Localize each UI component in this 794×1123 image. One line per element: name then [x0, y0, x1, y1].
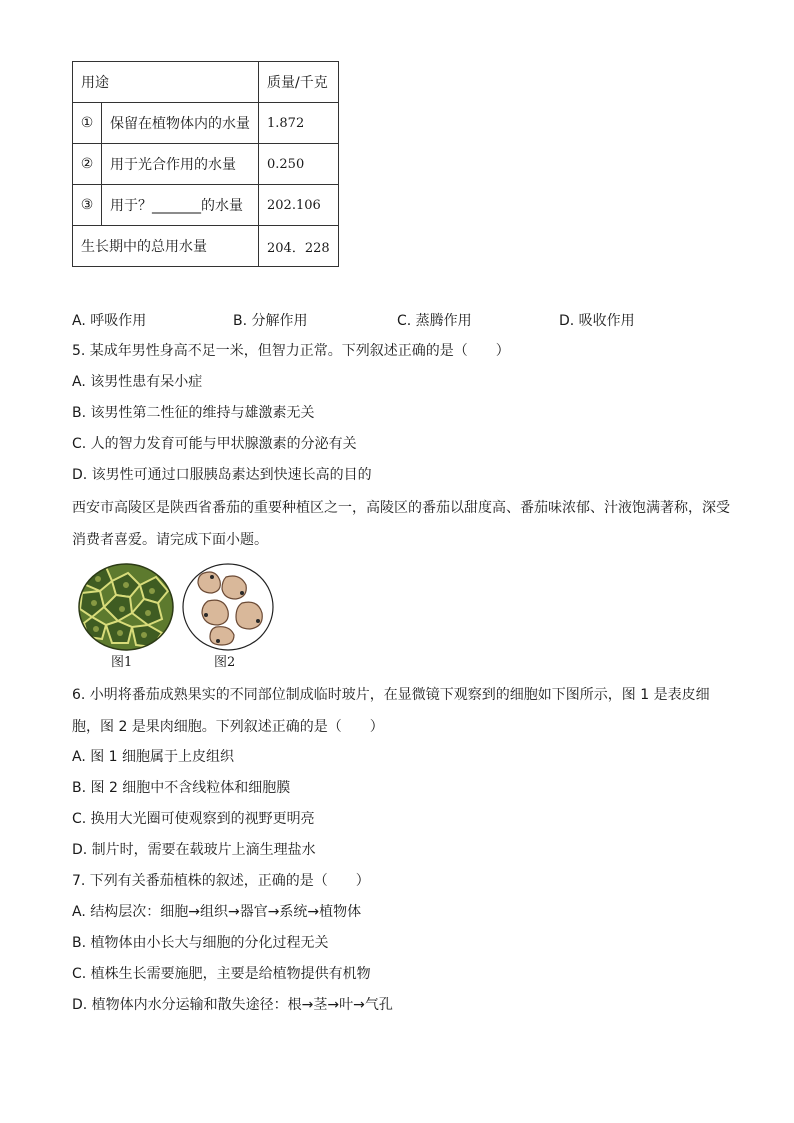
- row-number: ③: [73, 185, 102, 226]
- row-use: 用于光合作用的水量: [102, 144, 259, 185]
- q6-option-b[interactable]: B. 图 2 细胞中不含线粒体和细胞膜: [72, 780, 291, 796]
- q5-option-d[interactable]: D. 该男性可通过口服胰岛素达到快速长高的目的: [72, 467, 372, 483]
- reading-intro: 西安市高陵区是陕西省番茄的重要种植区之一，高陵区的番茄以甜度高、番茄味浓郁、汁液饱满著称，深受消费者喜爱。请完成下面小题。: [72, 500, 730, 548]
- q4-option-d[interactable]: D. 吸收作用: [559, 313, 635, 329]
- q6-option-a[interactable]: A. 图 1 细胞属于上皮组织: [72, 749, 235, 765]
- header-mass: 质量/千克: [259, 62, 339, 103]
- row-mass: 1.872: [259, 103, 339, 144]
- row-mass: 202.106: [259, 185, 339, 226]
- table-header-row: [73, 62, 339, 103]
- table-row: [73, 103, 339, 144]
- row-number: ②: [73, 144, 102, 185]
- q7-stem: 7. 下列有关番茄植株的叙述，正确的是（ ）: [72, 873, 370, 889]
- row-use: 用于？_______的水量: [102, 185, 259, 226]
- epidermis-cells-image: [78, 563, 174, 651]
- q4-option-b[interactable]: B. 分解作用: [233, 313, 308, 329]
- total-label: 生长期中的总用水量: [73, 226, 259, 267]
- row-use: 保留在植物体内的水量: [102, 103, 259, 144]
- table-row: [73, 144, 339, 185]
- figure-1-caption: 图1: [111, 655, 133, 670]
- q7-option-d[interactable]: D. 植物体内水分运输和散失途径：根→茎→叶→气孔: [72, 997, 393, 1013]
- q5-option-c[interactable]: C. 人的智力发育可能与甲状腺激素的分泌有关: [72, 436, 357, 452]
- q4-option-a[interactable]: A. 呼吸作用: [72, 313, 147, 329]
- q7-option-b[interactable]: B. 植物体由小长大与细胞的分化过程无关: [72, 935, 329, 951]
- total-mass: 204．228: [259, 226, 339, 267]
- q6-option-c[interactable]: C. 换用大光圈可使观察到的视野更明亮: [72, 811, 315, 827]
- pulp-cells-image: [182, 563, 274, 651]
- q4-options: [72, 310, 692, 330]
- q5-option-a[interactable]: A. 该男性患有呆小症: [72, 374, 203, 390]
- figure-2-caption: 图2: [214, 655, 236, 670]
- water-usage-table: [72, 61, 339, 267]
- q7-option-a[interactable]: A. 结构层次：细胞→组织→器官→系统→植物体: [72, 904, 362, 920]
- table-total-row: [73, 226, 339, 267]
- q6-option-d[interactable]: D. 制片时，需要在载玻片上滴生理盐水: [72, 842, 316, 858]
- q5-option-b[interactable]: B. 该男性第二性征的维持与雄激素无关: [72, 405, 315, 421]
- q5-stem: 5. 某成年男性身高不足一米，但智力正常。下列叙述正确的是（ ）: [72, 343, 510, 359]
- q6-stem: 6. 小明将番茄成熟果实的不同部位制成临时玻片，在显微镜下观察到的细胞如下图所示，图 1 是表皮细胞，图 2 是果肉细胞。下列叙述正确的是（ ）: [72, 687, 710, 735]
- row-number: ①: [73, 103, 102, 144]
- header-use: 用途: [73, 62, 259, 103]
- row-mass: 0.250: [259, 144, 339, 185]
- q7-option-c[interactable]: C. 植株生长需要施肥，主要是给植物提供有机物: [72, 966, 371, 982]
- q4-option-c[interactable]: C. 蒸腾作用: [397, 313, 472, 329]
- table-row: [73, 185, 339, 226]
